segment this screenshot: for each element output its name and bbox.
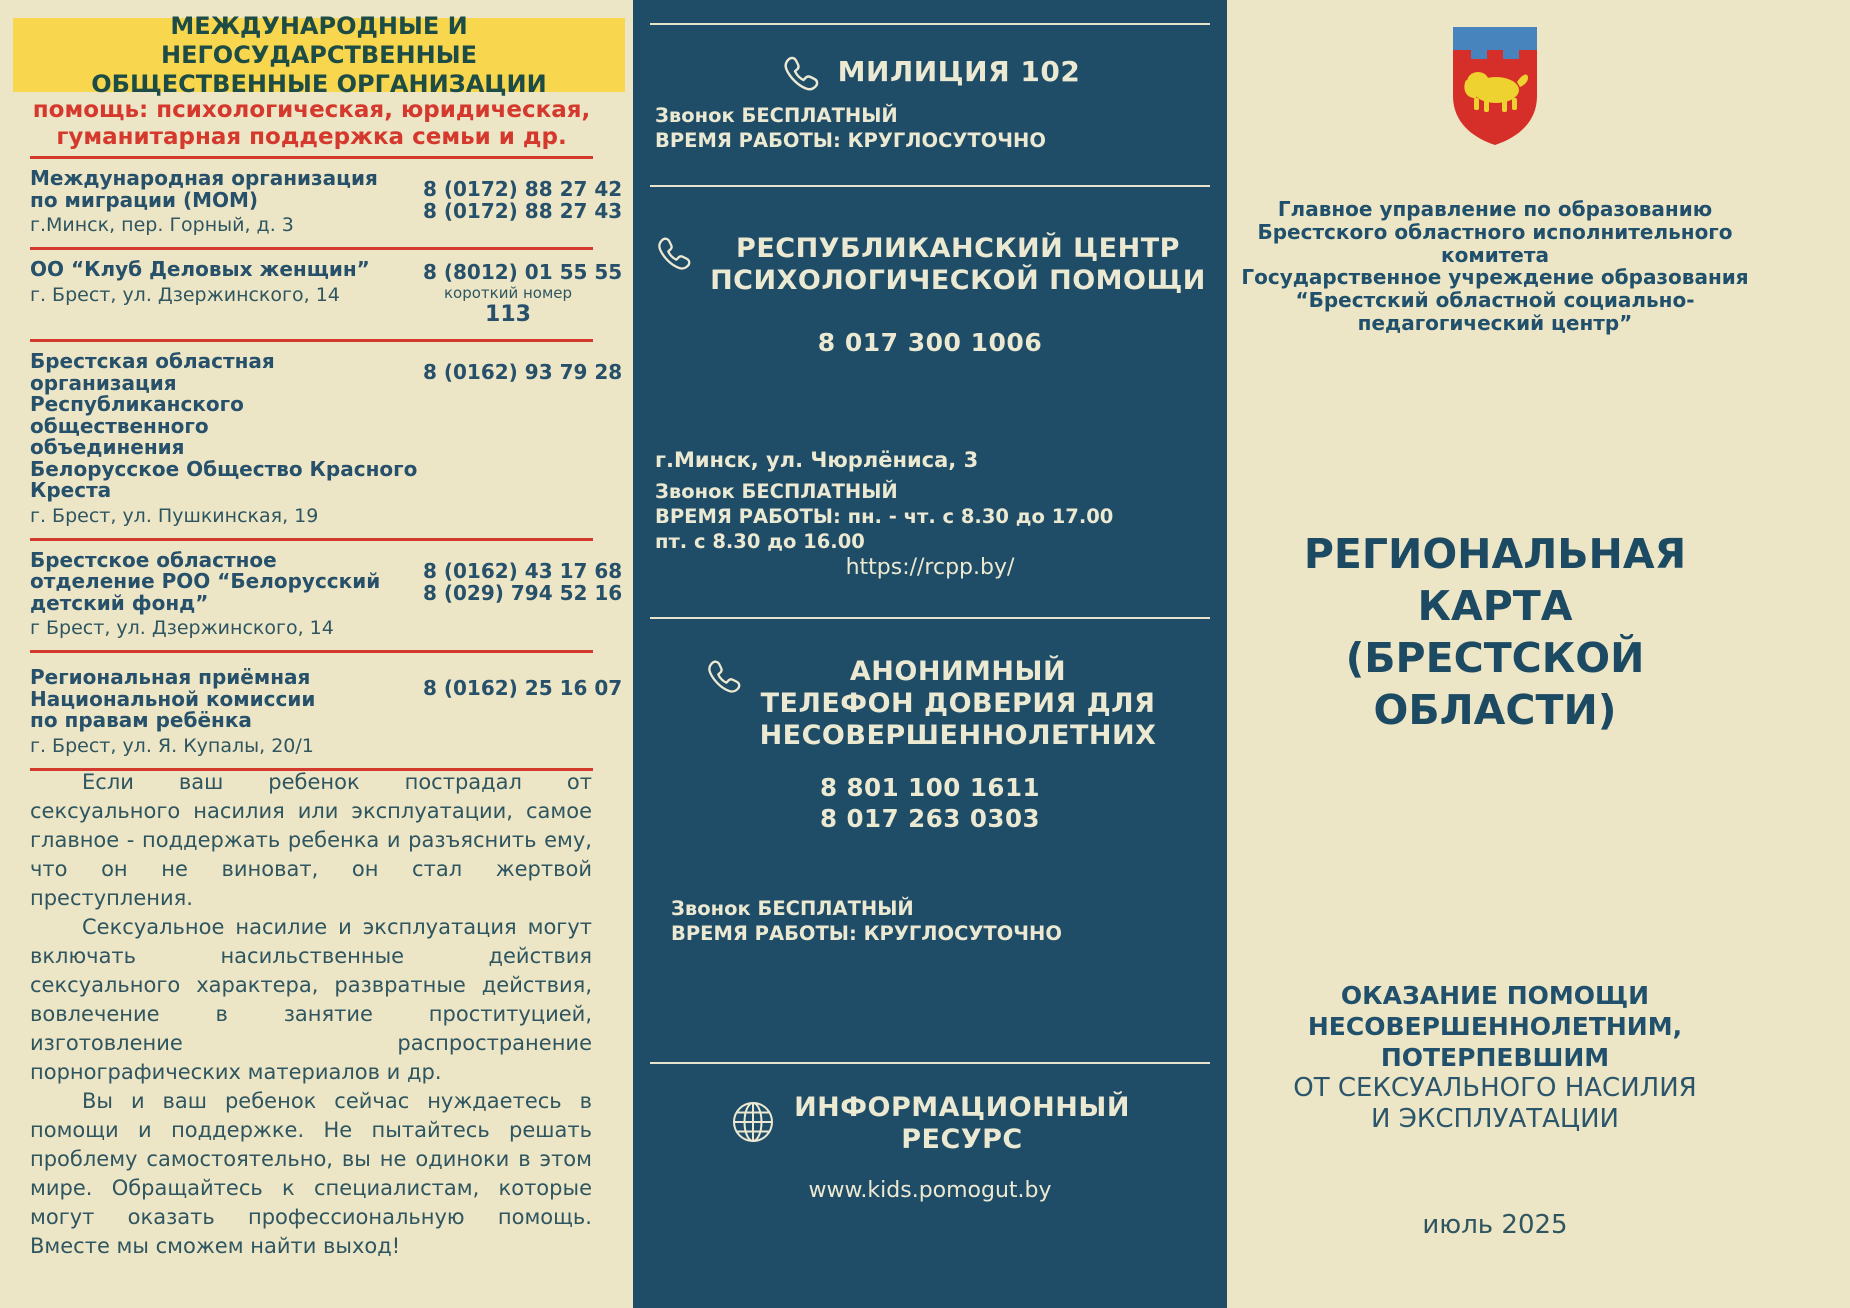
info-resource-title-line: ИНФОРМАЦИОННЫЙ xyxy=(794,1092,1130,1123)
call-free-label: Звонок БЕСПЛАТНЫЙ xyxy=(671,897,914,920)
title-line: РЕГИОНАЛЬНАЯ xyxy=(1303,530,1687,578)
section-divider xyxy=(650,617,1210,619)
left-panel xyxy=(0,0,633,1308)
trust-line-title-line: АНОНИМНЫЙ xyxy=(849,656,1067,687)
phone-icon xyxy=(654,235,692,277)
working-hours-label: ВРЕМЯ РАБОТЫ: КРУГЛОСУТОЧНО xyxy=(671,922,1062,945)
working-hours-label: ВРЕМЯ РАБОТЫ: КРУГЛОСУТОЧНО xyxy=(655,129,1046,152)
org-name: по миграции (МОМ) xyxy=(30,187,259,212)
globe-icon xyxy=(730,1099,776,1149)
phone-icon xyxy=(704,658,742,700)
org-phone: 8 (0162) 93 79 28 xyxy=(423,360,623,384)
header-line1: МЕЖДУНАРОДНЫЕ И НЕГОСУДАРСТВЕННЫЕ xyxy=(161,11,477,69)
section-divider xyxy=(650,23,1210,25)
institution-line: “Брестский областной социально-педагогический центр” xyxy=(1295,288,1695,335)
working-hours-label: ВРЕМЯ РАБОТЫ: пн. - чт. с 8.30 до 17.00 xyxy=(655,505,1114,528)
org-row-child-rights-commission xyxy=(30,653,623,768)
org-address: г.Минск, пер. Горный, д. 3 xyxy=(30,214,294,236)
org-phone: 8 (8012) 01 55 55 xyxy=(423,260,623,284)
brest-coat-of-arms xyxy=(1227,24,1763,152)
phone-icon xyxy=(780,54,820,98)
short-number: 113 xyxy=(485,302,531,327)
org-name: Брестское областное xyxy=(30,547,277,572)
org-name: Брестская областная организация xyxy=(30,349,275,395)
org-name: объединения xyxy=(30,435,185,459)
trust-line-info xyxy=(671,896,1062,946)
police-info xyxy=(655,103,1046,153)
cover-panel xyxy=(1227,0,1850,1308)
psych-center-title-line: ПСИХОЛОГИЧЕСКОЙ ПОМОЩИ xyxy=(710,265,1206,296)
org-phone: 8 (0172) 88 27 43 xyxy=(423,199,623,223)
org-phone: 8 (0172) 88 27 42 xyxy=(423,177,623,201)
advice-paragraph: Если ваш ребенок пострадал от сексуального насилия или эксплуатации, самое главное - поддержать ребенка и разъяснить ему, что он не виноват, он стал жертвой преступления. xyxy=(30,770,592,910)
org-name: Региональная приёмная xyxy=(30,665,311,689)
institution-name xyxy=(1227,266,1763,335)
org-name: Международная организация xyxy=(30,166,378,190)
subtitle-line2: гуманитарная поддержка семьи и др. xyxy=(56,124,567,150)
org-address: г. Брест, ул. Я. Купалы, 20/1 xyxy=(30,734,314,757)
advice-text xyxy=(30,768,592,1261)
trust-line-phone: 8 017 263 0303 xyxy=(819,804,1041,833)
trust-line-title-line: НЕСОВЕРШЕННОЛЕТНИХ xyxy=(759,720,1157,751)
section-divider xyxy=(650,1062,1210,1064)
section-divider xyxy=(650,185,1210,187)
institution-line: Государственное учреждение образования xyxy=(1241,265,1749,289)
org-row-iom xyxy=(30,159,623,247)
subtitle-line: НЕСОВЕРШЕННОЛЕТНИМ, xyxy=(1307,1012,1683,1041)
org-address: г Брест, ул. Дзержинского, 14 xyxy=(30,617,334,639)
subtitle-line: ОКАЗАНИЕ ПОМОЩИ xyxy=(1340,981,1650,1010)
psych-center-title-line: РЕСПУБЛИКАНСКИЙ ЦЕНТР xyxy=(736,233,1180,264)
org-phone: 8 (0162) 43 17 68 xyxy=(423,558,623,583)
org-name: ОО “Клуб Деловых женщин” xyxy=(30,257,370,281)
info-resource-url-link[interactable]: www.kids.pomogut.by xyxy=(808,1178,1052,1203)
psych-center-phone: 8 017 300 1006 xyxy=(817,328,1043,357)
working-hours-label: пт. с 8.30 до 16.00 xyxy=(655,530,865,553)
info-resource-section-title xyxy=(633,1092,1227,1156)
short-number-note: короткий номер xyxy=(443,284,573,302)
trust-line-title-line: ТЕЛЕФОН ДОВЕРИЯ ДЛЯ xyxy=(760,688,1156,719)
subtitle-line1: помощь: психологическая, юридическая, xyxy=(32,97,591,123)
help-types-subtitle xyxy=(30,97,593,151)
police-title: МИЛИЦИЯ 102 xyxy=(837,55,1081,88)
org-name: отделение РОО “Белорусский xyxy=(30,569,381,593)
header-line2: ОБЩЕСТВЕННЫЕ ОРГАНИЗАЦИИ xyxy=(91,69,547,98)
org-address: г. Брест, ул. Дзержинского, 14 xyxy=(30,283,340,306)
advice-paragraph: Вы и ваш ребенок сейчас нуждаетесь в помощи и поддержке. Не пытайтесь решать проблему самостоятельно, вы не одиноки в этом мире. Обращайтесь к специалистам, которые могут оказать профессиональную помощь. Вместе мы сможем найти выход! xyxy=(30,1089,592,1258)
org-name: Белорусское Общество Красного Креста xyxy=(30,456,418,502)
title-line: (БРЕСТСКОЙ ОБЛАСТИ) xyxy=(1345,634,1645,734)
intl-organizations-header xyxy=(13,11,625,98)
org-row-red-cross xyxy=(30,342,623,538)
org-name: по правам ребёнка xyxy=(30,708,252,732)
org-line: Брестского областного исполнительного комитета xyxy=(1257,220,1733,267)
org-row-children-fund xyxy=(30,541,623,651)
subtitle-line: ПОТЕРПЕВШИМ xyxy=(1380,1043,1610,1072)
brochure-title xyxy=(1227,528,1763,736)
org-name: Национальной комиссии xyxy=(30,686,316,711)
hotlines-panel xyxy=(633,0,1227,1308)
org-name: детский фонд” xyxy=(30,590,209,615)
trust-line-section-title xyxy=(633,656,1227,752)
subtitle-line: ОТ СЕКСУАЛЬНОГО НАСИЛИЯ xyxy=(1293,1073,1697,1103)
trust-line-phone: 8 801 100 1611 xyxy=(819,773,1041,802)
org-row-business-women-club xyxy=(30,250,623,339)
education-department-name xyxy=(1227,198,1763,267)
org-phone: 8 (0162) 25 16 07 xyxy=(423,676,623,700)
psych-center-info xyxy=(655,479,1113,554)
call-free-label: Звонок БЕСПЛАТНЫЙ xyxy=(655,480,898,503)
call-free-label: Звонок БЕСПЛАТНЫЙ xyxy=(655,104,898,127)
advice-paragraph: Сексуальное насилие и эксплуатация могут включать насильственные действия сексуального характера, развратные действия, вовлечение в занятие проституцией, изготовление распространение порнографических материалов и др. xyxy=(30,915,592,1084)
psych-center-section-title xyxy=(633,233,1227,297)
psych-center-address: г.Минск, ул. Чюрлёниса, 3 xyxy=(655,448,979,472)
police-section-title xyxy=(633,52,1227,98)
trust-line-phones xyxy=(633,772,1227,834)
org-phone: 8 (029) 794 52 16 xyxy=(423,580,623,605)
org-address: г. Брест, ул. Пушкинская, 19 xyxy=(30,504,319,527)
org-line: Главное управление по образованию xyxy=(1277,197,1713,221)
info-resource-title-line: РЕСУРС xyxy=(901,1124,1023,1155)
title-line: КАРТА xyxy=(1417,582,1573,630)
org-name: Республиканского общественного xyxy=(30,392,244,438)
organization-list xyxy=(30,156,623,771)
psych-center-url-link[interactable]: https://rcpp.by/ xyxy=(845,555,1015,580)
subtitle-line: И ЭКСПЛУАТАЦИИ xyxy=(1371,1104,1619,1134)
issue-date: июль 2025 xyxy=(1422,1210,1568,1240)
brochure-subtitle xyxy=(1227,980,1763,1135)
